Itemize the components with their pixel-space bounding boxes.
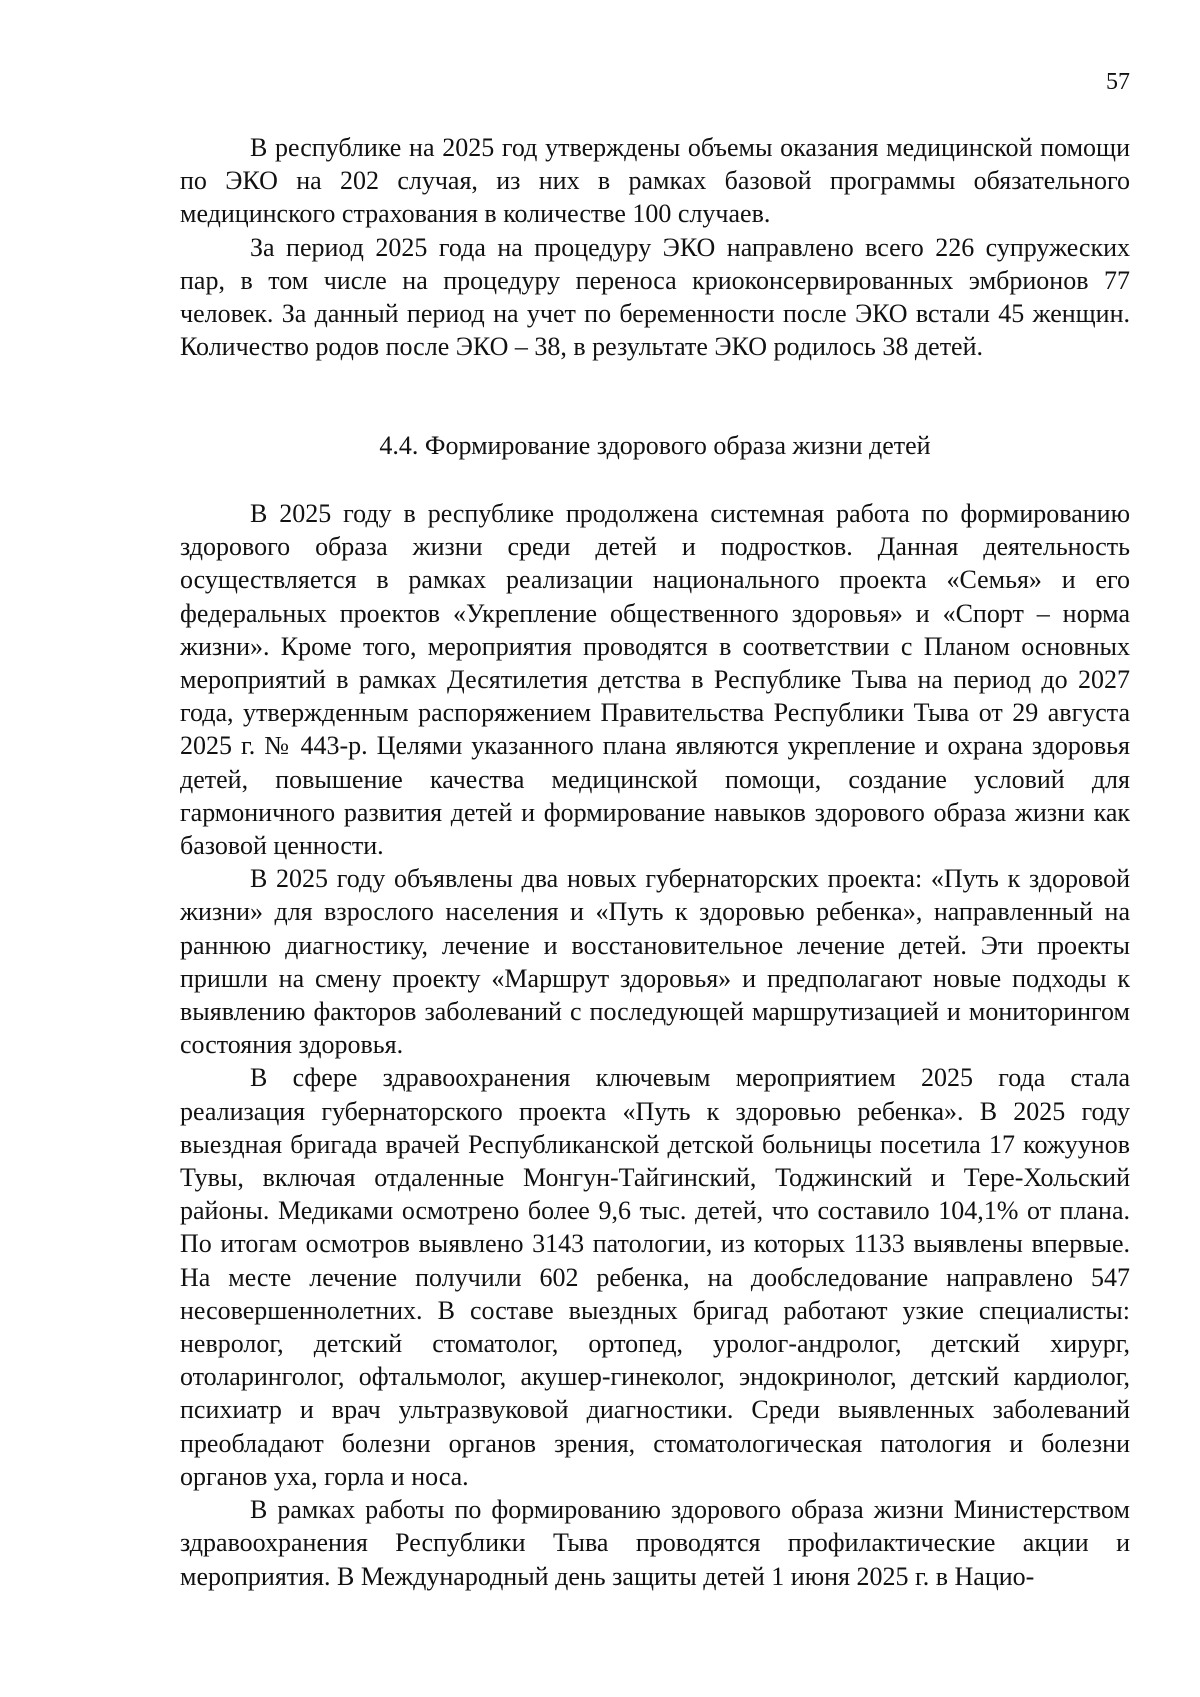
- paragraph: В рамках работы по формированию здорового образа жизни Министерством здравоохранения Республики Тыва проводятся профилактические акции и мероприятия. В Международный день защиты детей 1 июня 2025 г. в Нацио-: [180, 1495, 1130, 1591]
- intro-text-block: [180, 131, 1130, 363]
- paragraph: В сфере здравоохранения ключевым мероприятием 2025 года стала реализация губернаторского проекта «Путь к здоровью ребенка». В 2025 году выездная бригада врачей Республиканской детской больницы посетила 17 кожуунов Тувы, включая отдаленные Монгун-Тайгинский, Тоджинский и Тере-Хольский районы. Медиками осмотрено более 9,6 тыс. детей, что составило 104,1% от плана. По итогам осмотров выявлено 3143 патологии, из которых 1133 выявлены впервые. На месте лечение получили 602 ребенка, на дообследование направлено 547 несовершеннолетних. В составе выездных бригад работают узкие специалисты: невролог, детский стоматолог, ортопед, уролог-андролог, детский хирург, отоларинголог, офтальмолог, акушер-гинеколог, эндокринолог, детский кардиолог, психиатр и врач ультразвуковой диагностики. Среди выявленных заболеваний преобладают болезни органов зрения, стоматологическая патология и болезни органов уха, горла и носа.: [180, 1063, 1130, 1491]
- paragraph: В 2025 году в республике продолжена системная работа по формированию здорового образа жизни среди детей и подростков. Данная деятельность осуществляется в рамках реализации национального проекта «Семья» и его федеральных проектов «Укрепление общественного здоровья» и «Спорт – норма жизни». Кроме того, мероприятия проводятся в соответствии с Планом основных мероприятий в рамках Десятилетия детства в Республике Тыва на период до 2027 года, утвержденным распоряжением Правительства Республики Тыва от 29 августа 2025 г. № 443-р. Целями указанного плана являются укрепление и охрана здоровья детей, повышение качества медицинской помощи, создание условий для гармоничного развития детей и формирование навыков здорового образа жизни как базовой ценности.: [180, 499, 1130, 861]
- section-text-block: [180, 497, 1130, 1593]
- paragraph: За период 2025 года на процедуру ЭКО направлено всего 226 супружеских пар, в том числе на процедуру переноса криоконсервированных эмбрионов 77 человек. За данный период на учет по беременности после ЭКО встали 45 женщин. Количество родов после ЭКО – 38, в результате ЭКО родилось 38 детей.: [180, 232, 1130, 362]
- section-heading: 4.4. Формирование здорового образа жизни детей: [379, 431, 931, 460]
- paragraph: В 2025 году объявлены два новых губернаторских проекта: «Путь к здоровой жизни» для взрослого населения и «Путь к здоровью ребенка», направленный на раннюю диагностику, лечение и восстановительное лечение детей. Эти проекты пришли на смену проекту «Маршрут здоровья» и предполагают новые подходы к выявлению факторов заболеваний с последующей маршрутизацией и мониторингом состояния здоровья.: [180, 864, 1130, 1060]
- paragraph: В республике на 2025 год утверждены объемы оказания медицинской помощи по ЭКО на 202 случая, из них в рамках базовой программы обязательного медицинского страхования в количестве 100 случаев.: [180, 133, 1130, 229]
- page-number: 57: [1106, 69, 1130, 95]
